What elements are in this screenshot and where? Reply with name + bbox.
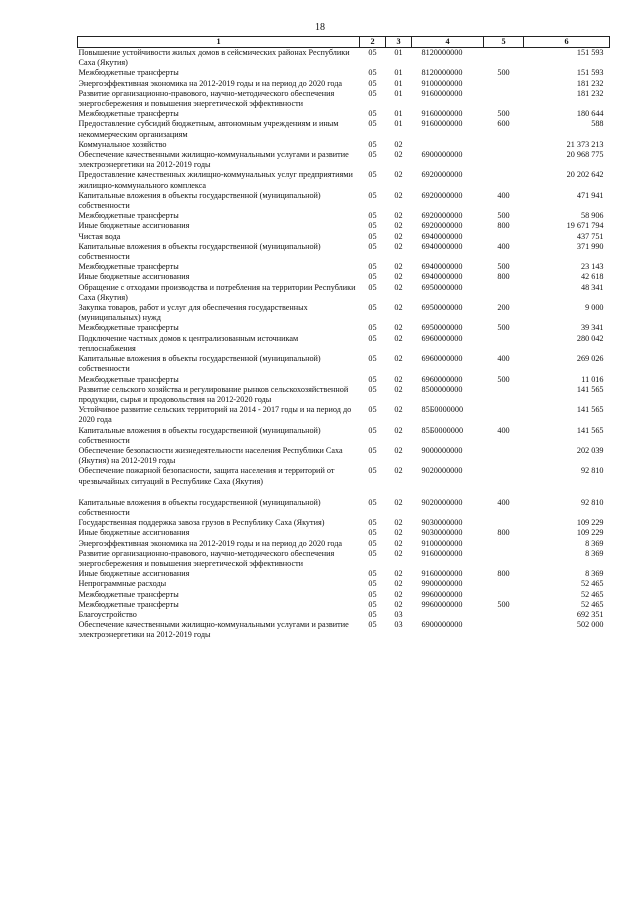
amount-cell: 92 810 (580, 466, 604, 476)
target-article-cell: 9160000000 (421, 109, 463, 119)
row-name-cell: Благоустройство (78, 609, 137, 619)
expense-type-cell (484, 620, 524, 640)
target-article-cell (412, 140, 484, 150)
subsection-code-cell: 02 (394, 190, 403, 200)
expense-type-cell: 200 (497, 303, 510, 313)
amount-cell: 181 232 (576, 88, 604, 98)
expense-type-cell: 800 (497, 569, 510, 579)
subsection-code-cell: 02 (394, 466, 403, 476)
section-code-cell: 05 (368, 620, 377, 630)
expense-type-cell (484, 610, 524, 620)
expense-type-cell (484, 79, 524, 89)
target-article-cell: 8120000000 (421, 48, 463, 57)
row-name-cell: Капитальные вложения в объекты государственной (муниципальной) собственности (78, 497, 321, 517)
target-article-cell: 6940000000 (421, 231, 463, 241)
section-code-cell: 05 (368, 497, 377, 507)
target-article-cell: 9030000000 (421, 528, 463, 538)
amount-cell: 471 941 (576, 190, 604, 200)
section-code-cell: 05 (368, 405, 377, 415)
row-name-cell: Развитие сельского хозяйства и регулирование рынков сельскохозяйственной продукции, сырья и продовольствия на 2012-2020 годы (78, 384, 349, 404)
expense-type-cell: 800 (497, 221, 510, 231)
subsection-code-cell: 02 (394, 333, 403, 343)
expense-type-cell: 500 (497, 374, 510, 384)
row-name-cell: Обеспечение качественными жилищно-коммунальными услугами и развитие электроэнергетики на 2012-2019 годы (78, 150, 349, 170)
amount-cell: 8 369 (585, 548, 604, 558)
expense-type-cell (484, 466, 524, 497)
row-name-cell: Энергоэффективная экономика на 2012-2019 годы и на период до 2020 года (78, 538, 343, 548)
section-code-cell: 05 (368, 323, 377, 333)
table-row (78, 354, 610, 374)
table-row (78, 211, 610, 221)
expense-type-cell (484, 385, 524, 405)
target-article-cell: 9000000000 (421, 445, 463, 455)
amount-cell: 109 229 (576, 518, 604, 528)
section-code-cell: 05 (368, 538, 377, 548)
subsection-code-cell: 02 (394, 425, 403, 435)
table-row (78, 549, 610, 569)
subsection-code-cell: 02 (394, 221, 403, 231)
section-code-cell: 05 (368, 589, 377, 599)
table-row (78, 498, 610, 518)
target-article-cell: 85Б0000000 (421, 405, 464, 415)
table-row (78, 375, 610, 385)
subsection-code-cell: 02 (394, 272, 403, 282)
subsection-code-cell: 01 (394, 109, 403, 119)
row-name-cell: Межбюджетные трансферты (78, 374, 179, 384)
target-article-cell: 9160000000 (421, 569, 463, 579)
row-name-cell: Иные бюджетные ассигнования (78, 569, 190, 579)
expense-type-cell (484, 539, 524, 549)
expense-type-cell (484, 549, 524, 569)
section-code-cell: 05 (368, 354, 377, 364)
amount-cell: 11 016 (581, 374, 604, 384)
target-article-cell: 6950000000 (421, 303, 463, 313)
row-name-cell: Коммунальное хозяйство (78, 139, 167, 149)
expense-type-cell: 500 (497, 323, 510, 333)
amount-cell: 52 465 (580, 579, 604, 589)
table-body (78, 48, 610, 641)
expense-type-cell (484, 170, 524, 190)
amount-cell: 141 565 (576, 425, 604, 435)
section-code-cell: 05 (368, 48, 377, 57)
subsection-code-cell: 02 (394, 282, 403, 292)
table-row (78, 283, 610, 303)
table-row (78, 170, 610, 190)
amount-cell: 180 644 (576, 109, 604, 119)
expense-type-cell (484, 579, 524, 589)
expense-type-cell (484, 405, 524, 425)
subsection-code-cell: 02 (394, 518, 403, 528)
expense-type-cell: 500 (497, 211, 510, 221)
budget-table (77, 36, 610, 641)
subsection-code-cell: 01 (394, 48, 403, 57)
page-number: 18 (315, 22, 325, 33)
amount-cell: 8 369 (585, 569, 604, 579)
amount-cell: 48 341 (580, 282, 604, 292)
table-row (78, 620, 610, 640)
row-name-cell: Межбюджетные трансферты (78, 68, 179, 78)
row-name-cell: Иные бюджетные ассигнования (78, 272, 190, 282)
row-name-cell: Капитальные вложения в объекты государственной (муниципальной) собственности (78, 354, 321, 374)
section-code-cell: 05 (368, 109, 377, 119)
amount-cell: 692 351 (576, 609, 604, 619)
subsection-code-cell: 02 (394, 405, 403, 415)
subsection-code-cell: 03 (394, 609, 403, 619)
subsection-code-cell: 02 (394, 150, 403, 160)
expense-type-cell: 800 (497, 272, 510, 282)
table-row (78, 48, 610, 69)
target-article-cell: 9030000000 (421, 518, 463, 528)
section-code-cell: 05 (368, 139, 377, 149)
table-row (78, 303, 610, 323)
target-article-cell: 9960000000 (421, 589, 463, 599)
amount-cell: 9 000 (585, 303, 604, 313)
amount-cell: 58 906 (580, 211, 604, 221)
section-code-cell: 05 (368, 150, 377, 160)
table-row (78, 262, 610, 272)
header-col-2: 2 (360, 37, 386, 48)
target-article-cell: 6940000000 (421, 241, 463, 251)
subsection-code-cell: 02 (394, 548, 403, 558)
expense-type-cell (484, 89, 524, 109)
section-code-cell: 05 (368, 68, 377, 78)
table-row (78, 119, 610, 139)
target-article-cell: 6940000000 (421, 272, 463, 282)
expense-type-cell: 500 (497, 109, 510, 119)
amount-cell: 92 810 (580, 497, 604, 507)
amount-cell: 52 465 (580, 589, 604, 599)
amount-cell: 52 465 (580, 599, 604, 609)
target-article-cell (412, 610, 484, 620)
row-name-cell: Обеспечение безопасности жизнедеятельности населения Республики Саха (Якутия) на 2012-2019 годы (78, 445, 343, 466)
subsection-code-cell: 02 (394, 374, 403, 384)
table-row (78, 426, 610, 446)
expense-type-cell (484, 140, 524, 150)
section-code-cell: 05 (368, 190, 377, 200)
table-row (78, 446, 610, 466)
subsection-code-cell: 02 (394, 241, 403, 251)
row-name-cell: Межбюджетные трансферты (78, 589, 179, 599)
section-code-cell: 05 (368, 518, 377, 528)
header-col-4: 4 (412, 37, 484, 48)
row-name-cell: Межбюджетные трансферты (78, 109, 179, 119)
target-article-cell: 85Б0000000 (421, 425, 464, 435)
amount-cell: 269 026 (576, 354, 604, 364)
expense-type-cell: 400 (497, 497, 510, 507)
section-code-cell: 05 (368, 211, 377, 221)
target-article-cell: 6950000000 (421, 323, 463, 333)
row-name-cell: Иные бюджетные ассигнования (78, 221, 190, 231)
target-article-cell: 9160000000 (421, 548, 463, 558)
table-row (78, 539, 610, 549)
row-name-cell: Обеспечение качественными жилищно-коммунальными услугами и развитие электроэнергетики на 2012-2019 годы (78, 620, 349, 640)
expense-type-cell: 500 (497, 599, 510, 609)
row-name-cell: Межбюджетные трансферты (78, 599, 179, 609)
subsection-code-cell: 02 (394, 231, 403, 241)
amount-cell: 371 990 (576, 241, 604, 251)
target-article-cell: 6960000000 (421, 354, 463, 364)
row-name-cell: Иные бюджетные ассигнования (78, 528, 190, 538)
table-row (78, 590, 610, 600)
row-name-cell: Чистая вода (78, 231, 121, 241)
target-article-cell: 6950000000 (421, 282, 463, 292)
section-code-cell: 05 (368, 333, 377, 343)
amount-cell: 109 229 (576, 528, 604, 538)
table-row (78, 191, 610, 211)
row-name-cell: Повышение устойчивости жилых домов в сейсмических районах Республики Саха (Якутия) (78, 48, 350, 68)
amount-cell: 20 202 642 (566, 170, 604, 180)
expense-type-cell (484, 150, 524, 170)
row-name-cell: Капитальные вложения в объекты государственной (муниципальной) собственности (78, 425, 321, 445)
amount-cell: 588 (591, 119, 604, 129)
expense-type-cell (484, 518, 524, 528)
expense-type-cell (484, 334, 524, 354)
subsection-code-cell: 02 (394, 354, 403, 364)
section-code-cell: 05 (368, 303, 377, 313)
target-article-cell: 9020000000 (421, 466, 463, 476)
subsection-code-cell: 01 (394, 78, 403, 88)
section-code-cell: 05 (368, 262, 377, 272)
subsection-code-cell: 02 (394, 589, 403, 599)
row-name-cell: Устойчивое развитие сельских территорий на 2014 - 2017 годы и на период до 2020 года (78, 405, 352, 425)
amount-cell: 19 671 794 (566, 221, 604, 231)
target-article-cell: 9160000000 (421, 88, 463, 98)
section-code-cell: 05 (368, 221, 377, 231)
row-name-cell: Государственная поддержка завоза грузов в Республику Саха (Якутия) (78, 518, 325, 528)
expense-type-cell (484, 232, 524, 242)
header-col-3: 3 (386, 37, 412, 48)
expense-type-cell: 800 (497, 528, 510, 538)
table-row (78, 405, 610, 425)
row-name-cell: Предоставление субсидий бюджетным, автономным учреждениям и иным некоммерческим организациям (78, 119, 339, 139)
target-article-cell: 9100000000 (421, 538, 463, 548)
expense-type-cell (484, 283, 524, 303)
subsection-code-cell: 02 (394, 384, 403, 394)
subsection-code-cell: 02 (394, 569, 403, 579)
table-row (78, 323, 610, 333)
target-article-cell: 9960000000 (421, 599, 463, 609)
expense-type-cell: 400 (497, 241, 510, 251)
target-article-cell: 9160000000 (421, 119, 463, 129)
expense-type-cell: 400 (497, 190, 510, 200)
table-row (78, 466, 610, 497)
subsection-code-cell: 02 (394, 599, 403, 609)
amount-cell: 502 000 (576, 620, 604, 630)
subsection-code-cell: 02 (394, 445, 403, 455)
target-article-cell: 6900000000 (421, 150, 463, 160)
amount-cell: 8 369 (585, 538, 604, 548)
row-name-cell: Развитие организационно-правового, научно-методического обеспечения энергосбережения и повышения энергетической эффективности (78, 88, 335, 109)
expense-type-cell: 500 (497, 262, 510, 272)
expense-type-cell (484, 590, 524, 600)
row-name-cell: Капитальные вложения в объекты государственной (муниципальной) собственности (78, 241, 321, 262)
expense-type-cell: 600 (497, 119, 510, 129)
section-code-cell: 05 (368, 384, 377, 394)
expense-type-cell (484, 48, 524, 69)
target-article-cell: 6960000000 (421, 374, 463, 384)
table-row (78, 600, 610, 610)
row-name-cell: Энергоэффективная экономика на 2012-2019 годы и на период до 2020 года (78, 78, 343, 88)
target-article-cell: 6900000000 (421, 620, 463, 630)
section-code-cell: 05 (368, 88, 377, 98)
amount-cell: 202 039 (576, 445, 604, 455)
subsection-code-cell: 02 (394, 323, 403, 333)
section-code-cell: 05 (368, 231, 377, 241)
table-row (78, 528, 610, 538)
subsection-code-cell: 02 (394, 139, 403, 149)
section-code-cell: 05 (368, 374, 377, 384)
section-code-cell: 05 (368, 425, 377, 435)
section-code-cell: 05 (368, 466, 377, 476)
subsection-code-cell: 01 (394, 88, 403, 98)
table-row (78, 232, 610, 242)
header-col-6: 6 (524, 37, 610, 48)
row-name-cell: Межбюджетные трансферты (78, 262, 179, 272)
target-article-cell: 6960000000 (421, 333, 463, 343)
table-row (78, 150, 610, 170)
subsection-code-cell: 02 (394, 211, 403, 221)
subsection-code-cell: 02 (394, 579, 403, 589)
expense-type-cell: 400 (497, 354, 510, 364)
row-name-cell: Обеспечение пожарной безопасности, защита населения и территорий от чрезвычайных ситуаций в Республике Саха (Якутия) (78, 466, 335, 486)
section-code-cell: 05 (368, 569, 377, 579)
target-article-cell: 6920000000 (421, 190, 463, 200)
table-row (78, 579, 610, 589)
row-name-cell: Непрограммные расходы (78, 579, 167, 589)
table-row (78, 242, 610, 262)
target-article-cell: 6920000000 (421, 221, 463, 231)
target-article-cell: 9100000000 (421, 78, 463, 88)
row-name-cell: Капитальные вложения в объекты государственной (муниципальной) собственности (78, 190, 321, 211)
table-row (78, 68, 610, 78)
subsection-code-cell: 02 (394, 170, 403, 180)
amount-cell: 280 042 (576, 333, 604, 343)
target-article-cell: 9900000000 (421, 579, 463, 589)
section-code-cell: 05 (368, 282, 377, 292)
subsection-code-cell: 02 (394, 538, 403, 548)
table-row (78, 610, 610, 620)
subsection-code-cell: 02 (394, 497, 403, 507)
row-name-cell: Развитие организационно-правового, научно-методического обеспечения энергосбережения и повышения энергетической эффективности (78, 548, 335, 568)
table-row (78, 272, 610, 282)
amount-cell: 437 751 (576, 231, 604, 241)
section-code-cell: 05 (368, 599, 377, 609)
section-code-cell: 05 (368, 445, 377, 455)
row-name-cell: Предоставление качественных жилищно-коммунальных услуг предприятиями жилищно-коммунального комплекса (78, 170, 353, 190)
amount-cell: 39 341 (580, 323, 604, 333)
target-article-cell: 6920000000 (421, 170, 463, 180)
row-name-cell: Межбюджетные трансферты (78, 323, 179, 333)
amount-cell: 141 565 (576, 384, 604, 394)
amount-cell: 181 232 (576, 78, 604, 88)
section-code-cell: 05 (368, 119, 377, 129)
section-code-cell: 05 (368, 528, 377, 538)
table-row (78, 221, 610, 231)
expense-type-cell: 500 (497, 68, 510, 78)
table-row (78, 569, 610, 579)
section-code-cell: 05 (368, 579, 377, 589)
target-article-cell: 9020000000 (421, 497, 463, 507)
amount-cell: 151 593 (576, 48, 604, 57)
table-row (78, 334, 610, 354)
subsection-code-cell: 03 (394, 620, 403, 630)
subsection-code-cell: 01 (394, 119, 403, 129)
amount-cell: 42 618 (580, 272, 604, 282)
section-code-cell: 05 (368, 170, 377, 180)
header-col-1: 1 (78, 37, 360, 48)
subsection-code-cell: 02 (394, 528, 403, 538)
amount-cell: 20 968 775 (566, 150, 604, 160)
expense-type-cell (484, 446, 524, 466)
row-name-cell: Закупка товаров, работ и услуг для обеспечения государственных (муниципальных) нужд (78, 303, 308, 323)
table-row (78, 109, 610, 119)
table-row (78, 79, 610, 89)
header-col-5: 5 (484, 37, 524, 48)
row-name-cell: Обращение с отходами производства и потребления на территории Республики Саха (Якутия) (78, 282, 356, 302)
section-code-cell: 05 (368, 609, 377, 619)
section-code-cell: 05 (368, 78, 377, 88)
target-article-cell: 6940000000 (421, 262, 463, 272)
row-name-cell: Подключение частных домов к централизованным источникам теплоснабжения (78, 333, 299, 353)
section-code-cell: 05 (368, 241, 377, 251)
subsection-code-cell: 02 (394, 262, 403, 272)
table-row (78, 140, 610, 150)
table-header-row (78, 37, 610, 48)
amount-cell: 141 565 (576, 405, 604, 415)
row-name-cell: Межбюджетные трансферты (78, 211, 179, 221)
table-row (78, 385, 610, 405)
target-article-cell: 8500000000 (421, 384, 463, 394)
section-code-cell: 05 (368, 548, 377, 558)
target-article-cell: 6920000000 (421, 211, 463, 221)
table-row (78, 89, 610, 109)
subsection-code-cell: 02 (394, 303, 403, 313)
expense-type-cell: 400 (497, 425, 510, 435)
table-row (78, 518, 610, 528)
amount-cell: 21 373 213 (566, 139, 604, 149)
amount-cell: 151 593 (576, 68, 604, 78)
target-article-cell: 8120000000 (421, 68, 463, 78)
amount-cell: 23 143 (580, 262, 604, 272)
subsection-code-cell: 01 (394, 68, 403, 78)
section-code-cell: 05 (368, 272, 377, 282)
